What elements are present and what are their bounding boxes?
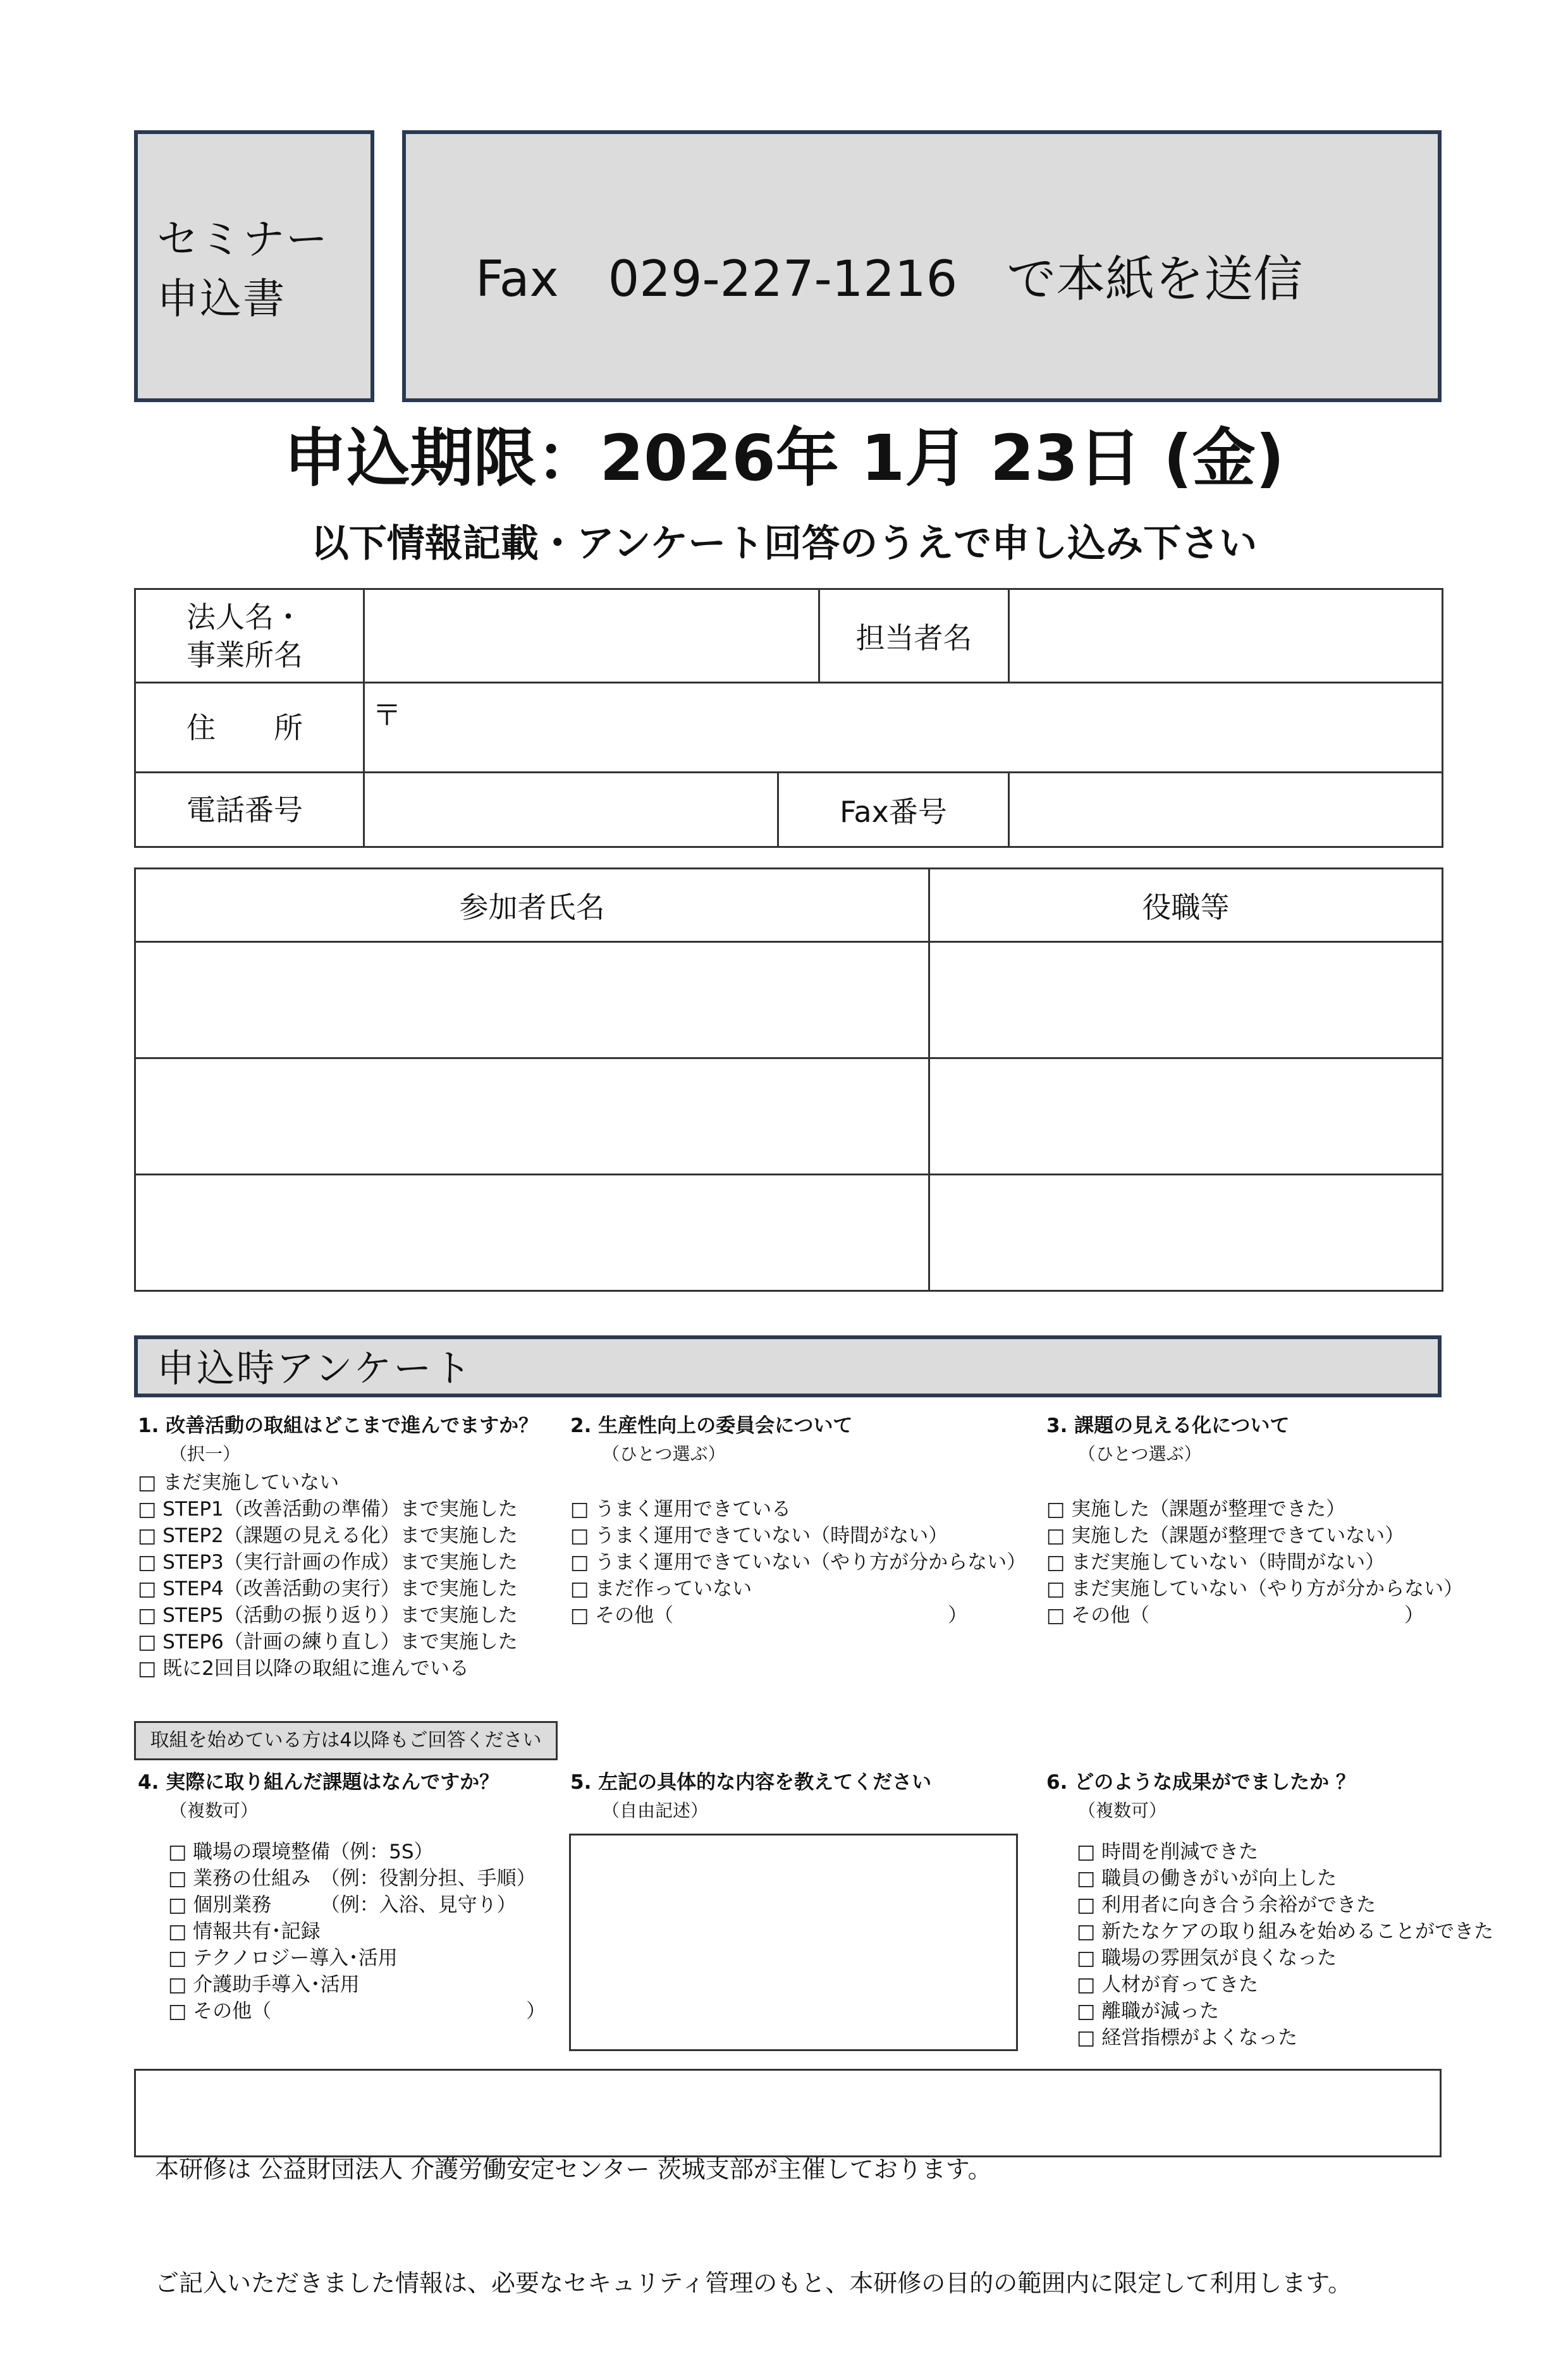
company-label [135, 589, 364, 683]
company-field[interactable] [364, 589, 819, 683]
question-note: （ひとつ選ぶ） [602, 1443, 726, 1464]
free-text-field[interactable] [569, 1834, 1018, 2051]
participants-table [134, 867, 1443, 1292]
form-title-line1: セミナー [157, 215, 329, 264]
survey-question-3 [1046, 1413, 1463, 1629]
survey-header-title: 申込時アンケート [157, 1347, 474, 1391]
survey-question-6 [1046, 1769, 1493, 2051]
question-title: 4. 実際に取り組んだ課題はなんですか？ [138, 1771, 499, 1794]
form-title-line2: 申込書 [157, 274, 286, 323]
phone-label: 電話番号 [135, 773, 364, 847]
footer-notice [134, 2069, 1442, 2297]
q6-option[interactable]: □ 経営指標がよくなった [1077, 2026, 1298, 2049]
survey-question-4 [138, 1769, 546, 2025]
participant-role-field[interactable] [929, 1058, 1443, 1175]
q4-option[interactable]: □ 職場の環境整備（例：5S） [168, 1841, 434, 1863]
question-note: （複数可） [169, 1800, 259, 1821]
postal-mark: 〒 [372, 698, 401, 732]
contact-person-label: 担当者名 [819, 589, 1009, 683]
participant-name-field[interactable] [135, 942, 929, 1058]
q4-option[interactable]: □ 情報共有･記録 [168, 1920, 321, 1943]
participant-name-field[interactable] [135, 1058, 929, 1175]
participant-role-field[interactable] [929, 1175, 1443, 1291]
footer-line-2: ご記入いただきました情報は、必要なセキュリティ管理のもと、本研修の目的の範囲内に限定して利用します。 [155, 2269, 1352, 2297]
q2-option[interactable]: □ うまく運用できていない（やり方が分からない） [570, 1551, 1027, 1574]
q3-option[interactable]: □ 実施した（課題が整理できていない） [1046, 1524, 1405, 1547]
q6-option[interactable]: □ 時間を削減できた [1077, 1841, 1259, 1863]
q6-option[interactable]: □ 職員の働きがいが向上した [1077, 1867, 1337, 1890]
survey-question-2 [570, 1413, 1026, 1629]
q6-option[interactable]: □ 新たなケアの取り組みを始めることができた [1077, 1920, 1494, 1943]
form-title [157, 210, 329, 329]
address-field[interactable] [364, 683, 1443, 773]
fax-instruction-box [402, 130, 1442, 402]
q1-option[interactable]: □ まだ実施していない [138, 1471, 340, 1494]
fax-number-field[interactable] [1009, 773, 1443, 847]
q6-option[interactable]: □ 職場の雰囲気が良くなった [1077, 1947, 1337, 1970]
instruction-text: 以下情報記載・アンケート回答のうえで申し込み下さい [310, 522, 1258, 566]
q4-option[interactable]: □ その他（ ） [168, 2000, 546, 2023]
q1-option[interactable]: □ STEP4（改善活動の実行）まで実施した [138, 1578, 518, 1600]
q3-option[interactable]: □ まだ実施していない（やり方が分からない） [1046, 1578, 1464, 1600]
q3-option[interactable]: □ 実施した（課題が整理できた） [1046, 1498, 1346, 1521]
q1-option[interactable]: □ STEP6（計画の練り直し）まで実施した [138, 1631, 518, 1653]
q2-option[interactable]: □ うまく運用できている [570, 1498, 792, 1521]
participant-role-header: 役職等 [929, 869, 1443, 942]
q6-option[interactable]: □ 離職が減った [1077, 2000, 1220, 2023]
survey-header [134, 1335, 1442, 1397]
fax-number-label: Fax番号 [778, 773, 1009, 847]
q2-option[interactable]: □ うまく運用できていない（時間がない） [570, 1524, 948, 1547]
question-note: （ひとつ選ぶ） [1078, 1443, 1202, 1464]
contact-person-field[interactable] [1009, 589, 1443, 683]
q6-option[interactable]: □ 人材が育ってきた [1077, 1973, 1259, 1996]
q1-option[interactable]: □ STEP3（実行計画の作成）まで実施した [138, 1551, 518, 1574]
q4-option[interactable]: □ テクノロジー導入･活用 [168, 1947, 398, 1970]
phone-field[interactable] [364, 773, 778, 847]
company-label-line2: 事業所名 [187, 637, 303, 672]
q3-option[interactable]: □ その他（ ） [1046, 1604, 1424, 1627]
participant-role-field[interactable] [929, 942, 1443, 1058]
footer-line-1: 本研修は 公益財団法人 介護労働安定センター 茨城支部が主催しております。 [155, 2155, 992, 2183]
participant-name-field[interactable] [135, 1175, 929, 1291]
q1-option[interactable]: □ STEP1（改善活動の準備）まで実施した [138, 1498, 518, 1521]
fax-instruction: Fax 029-227-1216 で本紙を送信 [475, 251, 1303, 308]
q1-option[interactable]: □ STEP2（課題の見える化）まで実施した [138, 1524, 518, 1547]
q4-option[interactable]: □ 個別業務 （例：入浴、見守り） [168, 1894, 517, 1916]
form-title-box [134, 130, 374, 402]
q4-option[interactable]: □ 業務の仕組み （例：役割分担、手順） [168, 1867, 536, 1890]
q1-option[interactable]: □ 既に2回目以降の取組に進んでいる [138, 1657, 469, 1680]
question-note: （自由記述） [602, 1800, 709, 1821]
question-title: 2. 生産性向上の委員会について [570, 1414, 853, 1437]
question-note: （複数可） [1078, 1800, 1167, 1821]
q1-option[interactable]: □ STEP5（活動の振り返り）まで実施した [138, 1604, 518, 1627]
follow-up-note: 取組を始めている方は4以降もご回答ください [134, 1721, 558, 1760]
q6-option[interactable]: □ 利用者に向き合う余裕ができた [1077, 1894, 1376, 1916]
application-deadline: 申込期限：2026年 1月 23日 (金) [283, 421, 1285, 495]
participant-name-header: 参加者氏名 [135, 869, 929, 942]
question-title: 5. 左記の具体的な内容を教えてください [570, 1771, 932, 1794]
company-label-line1: 法人名・ [187, 599, 303, 634]
q3-option[interactable]: □ まだ実施していない（時間がない） [1046, 1551, 1385, 1574]
q4-option[interactable]: □ 介護助手導入･活用 [168, 1973, 360, 1996]
q2-option[interactable]: □ まだ作っていない [570, 1578, 752, 1600]
question-title: 1. 改善活動の取組はどこまで進んでますか？ [138, 1414, 539, 1437]
q2-option[interactable]: □ その他（ ） [570, 1604, 968, 1627]
question-title: 3. 課題の見える化について [1046, 1414, 1290, 1437]
question-title: 6. どのような成果がでましたか ？ [1046, 1771, 1356, 1794]
question-note: （択一） [169, 1443, 241, 1464]
address-label: 住 所 [135, 683, 364, 773]
survey-question-1 [138, 1413, 538, 1682]
applicant-info-table [134, 588, 1443, 848]
survey-question-5 [570, 1769, 931, 1826]
